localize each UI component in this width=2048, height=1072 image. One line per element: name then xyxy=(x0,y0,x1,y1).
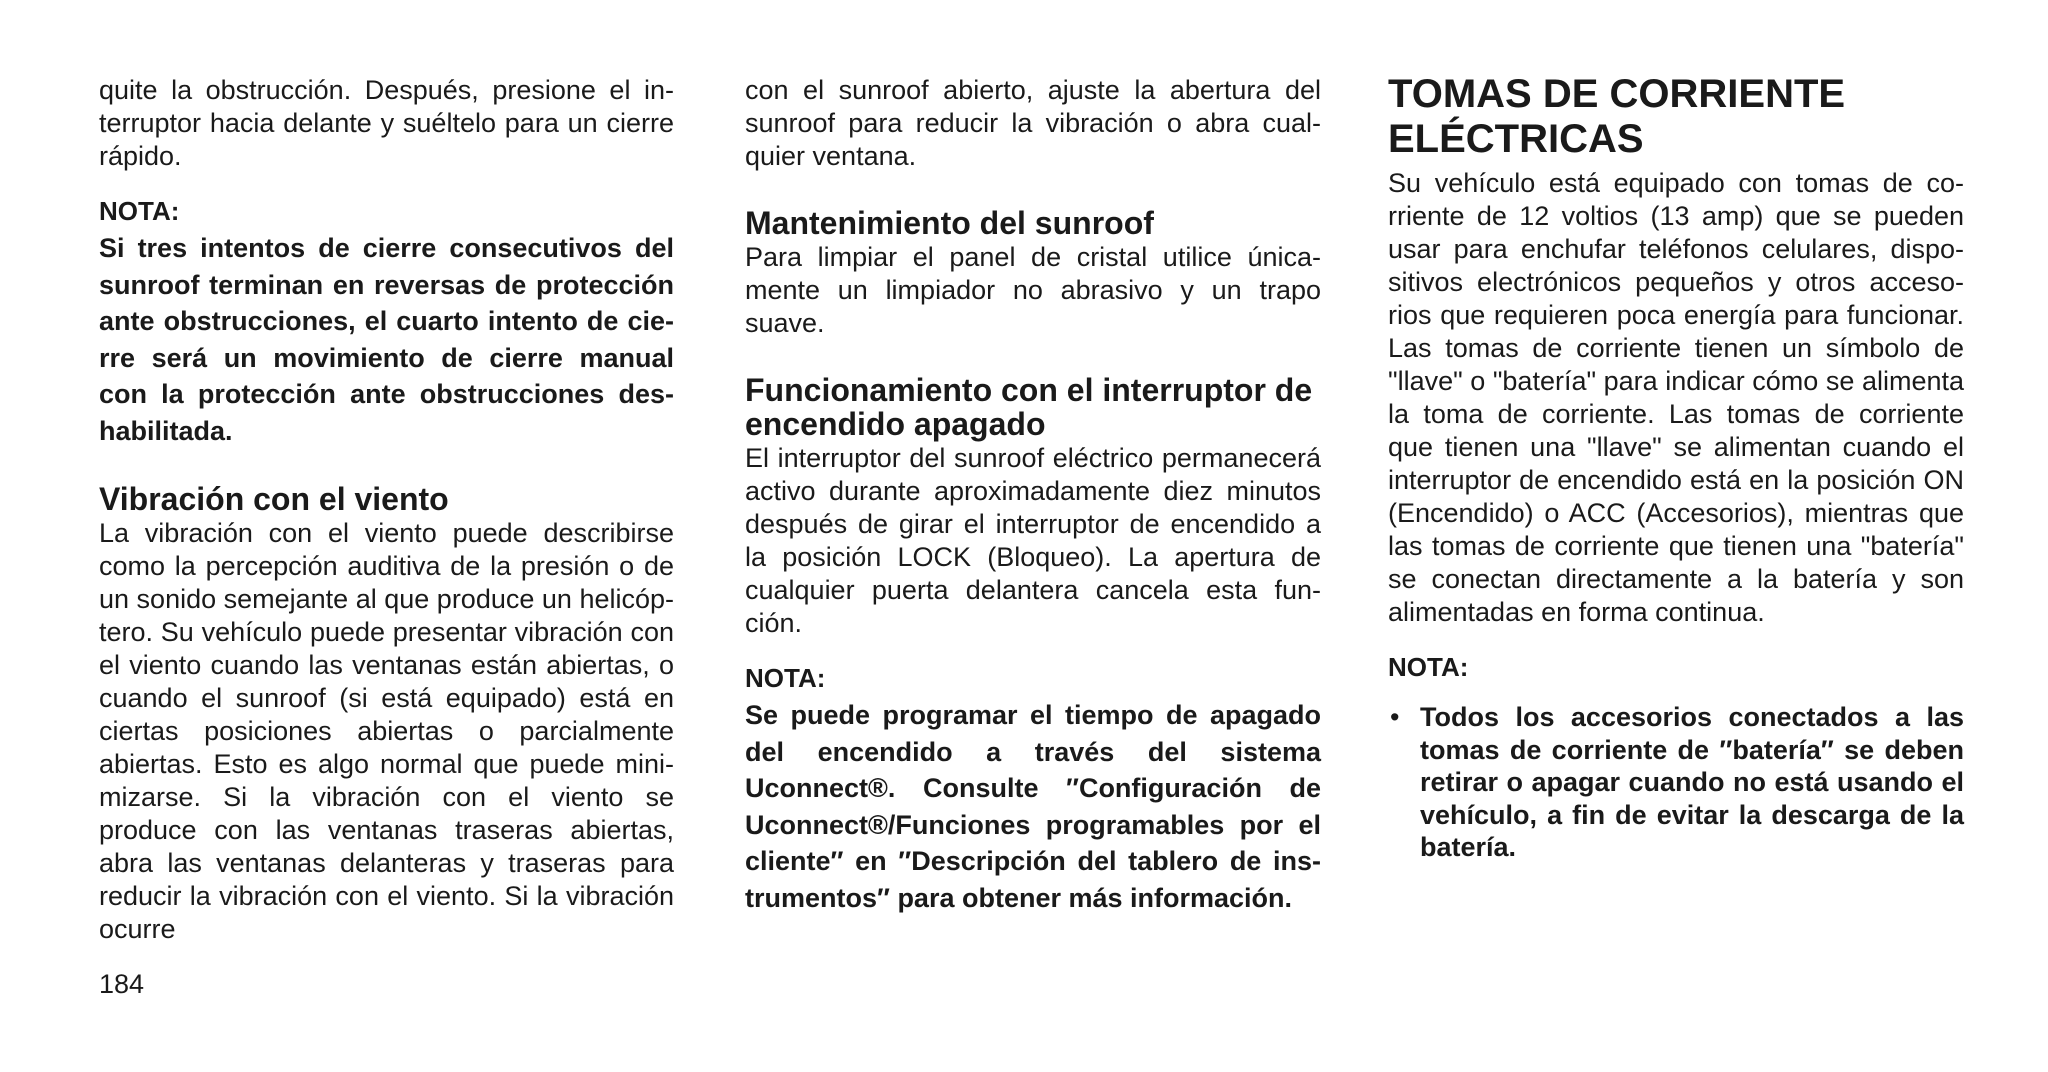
intro-paragraph: quite la obstrucción. Después, presione el in-terruptor hacia delante y suéltelo para un cierre rápido. xyxy=(99,75,674,171)
section-title-power-outlets: TOMAS DE CORRIENTE ELÉCTRICAS xyxy=(1388,72,1846,161)
section-heading-sunroof-maintenance: Mantenimiento del sunroof xyxy=(745,205,1154,241)
page-number: 184 xyxy=(99,969,145,999)
bullet-text: Todos los accesorios conectados a las tomas de corriente de ″batería″ se deben retirar o apagar cuando no está usando el vehículo, a fin de evitar la descarga de la batería. xyxy=(1420,702,1964,862)
column-right xyxy=(1388,74,1964,864)
ignition-off-paragraph: El interruptor del sunroof eléctrico permanecerá activo durante aproximadamente diez minutos después de girar el interruptor de encendido a la posición LOCK (Bloqueo). La apertura de cualquier puerta delantera cancela esta fun-ción. xyxy=(745,443,1321,638)
section-heading-wind-vibration: Vibración con el viento xyxy=(99,481,449,517)
wind-vibration-paragraph: La vibración con el viento puede describirse como la percepción auditiva de la presión o de un sonido semejante al que produce un helicóp-tero. Su vehículo puede presentar vibración con el viento cuando las ventanas están abiertas, o cuando el sunroof (si está equipado) está en ciertas posiciones abiertas o parcialmente abiertas. Esto es algo normal que puede mini-mizarse. Si la vibración con el viento se produce con las ventanas traseras abiertas, abra las ventanas delanteras y traseras para reducir la vibración con el viento. Si la vibración ocurre xyxy=(99,518,674,944)
note-bullet-list xyxy=(1388,701,1964,864)
sunroof-maintenance-paragraph: Para limpiar el panel de cristal utilice única-mente un limpiador no abrasivo y un trapo suave. xyxy=(745,242,1321,338)
power-outlets-paragraph: Su vehículo está equipado con tomas de co-rriente de 12 voltios (13 amp) que se pueden usar para enchufar teléfonos celulares, dispo-sitivos electrónicos pequeños y otros acceso-rios que requieren poca energía para funcionar. Las tomas de corriente tienen un símbolo de "llave" o "batería" para indicar cómo se alimenta la toma de corriente. Las tomas de corriente que tienen una "llave" se alimentan cuando el interruptor de encendido está en la posición ON (Encendido) o ACC (Accesorios), mientras que las tomas de corriente que tienen una "batería" se conectan directamente a la batería y son alimentadas en forma continua. xyxy=(1388,168,1964,627)
intro-paragraph: con el sunroof abierto, ajuste la abertura del sunroof para reducir la vibración o abra cual-quier ventana. xyxy=(745,75,1321,171)
bullet-icon: • xyxy=(1390,702,1400,732)
note-label: NOTA: xyxy=(99,196,180,226)
note-label: NOTA: xyxy=(1388,652,1469,682)
note-text: Se puede programar el tiempo de apagado del encendido a través del sistema Uconnect®. Consulte ″Configuración de Uconnect®/Funciones programables por el cliente″ en ″Descripción del tablero de ins-trumentos″ para obtener más información. xyxy=(745,700,1321,913)
section-heading-ignition-off-operation: Funcionamiento con el interruptor de encendido apagado xyxy=(745,372,1313,442)
note-text: Si tres intentos de cierre consecutivos del sunroof terminan en reversas de protección ante obstrucciones, el cuarto intento de cie-rre será un movimiento de cierre manual con la protección ante obstrucciones des-habilitada. xyxy=(99,233,674,446)
column-left xyxy=(99,74,674,946)
column-middle xyxy=(745,74,1321,916)
list-item xyxy=(1388,701,1964,864)
note-label: NOTA: xyxy=(745,663,826,693)
